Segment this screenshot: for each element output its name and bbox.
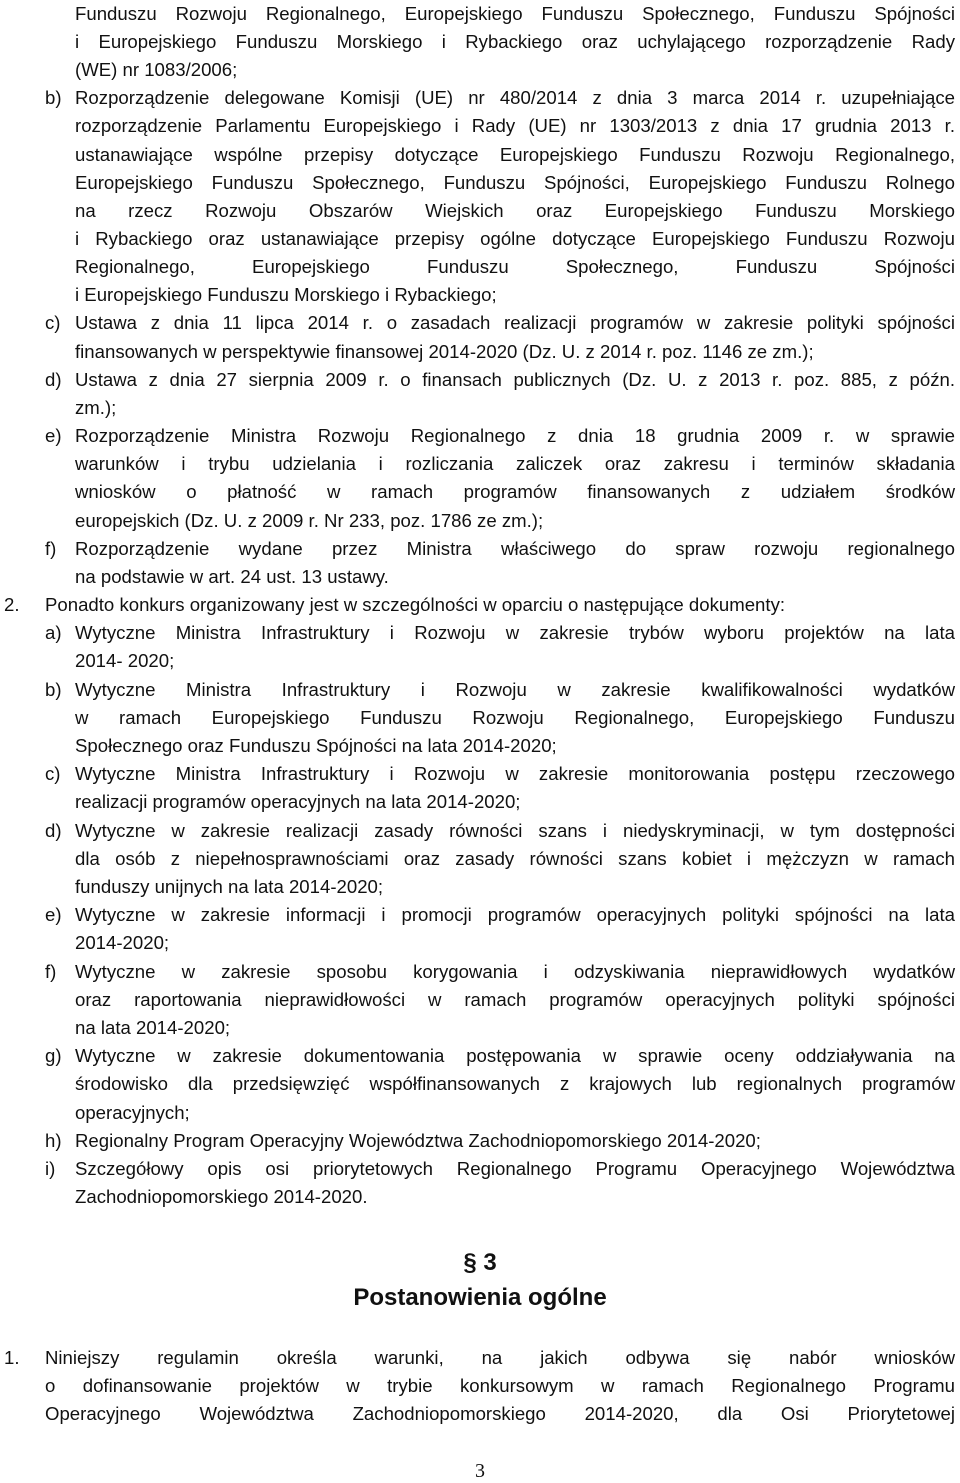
text-line: ustanawiające wspólne przepisy dotyczące Europejskiego Funduszu Rozwoju Regionalnego, bbox=[75, 144, 955, 165]
text-line: zm.); bbox=[75, 397, 117, 418]
text-line: Szczegółowy opis osi priorytetowych Regionalnego Programu Operacyjnego Województwa bbox=[75, 1158, 955, 1179]
text-line: europejskich (Dz. U. z 2009 r. Nr 233, poz. 1786 ze zm.); bbox=[75, 510, 544, 531]
list-label: h) bbox=[45, 1130, 62, 1151]
list-number: 2. bbox=[4, 594, 20, 615]
text-line: i Europejskiego Funduszu Morskiego i Rybackiego; bbox=[75, 284, 497, 305]
text-line: realizacji programów operacyjnych na lata 2014-2020; bbox=[75, 791, 521, 812]
text-line: o dofinansowanie projektów w trybie konkursowym w ramach Regionalnego Programu bbox=[45, 1375, 955, 1396]
text-line: finansowanych w perspektywie finansowej 2014-2020 (Dz. U. z 2014 r. poz. 1146 ze zm.); bbox=[75, 341, 814, 362]
text-line: Wytyczne w zakresie sposobu korygowania i odzyskiwania nieprawidłowych wydatków bbox=[75, 961, 955, 982]
list-label: f) bbox=[45, 538, 57, 559]
list-label: a) bbox=[45, 622, 62, 643]
text-line: Zachodniopomorskiego 2014-2020. bbox=[75, 1186, 368, 1207]
text-line: Niniejszy regulamin określa warunki, na jakich odbywa się nabór wniosków bbox=[45, 1347, 955, 1368]
text-line: dla osób z niepełnosprawnościami oraz zasady równości szans kobiet i mężczyzn w ramach bbox=[75, 848, 955, 869]
list-label: d) bbox=[45, 820, 62, 841]
text-line: warunków i trybu udzielania i rozliczania zaliczek oraz zakresu i terminów składania bbox=[75, 453, 955, 474]
text-line: 2014-2020; bbox=[75, 932, 170, 953]
text-line: Wytyczne Ministra Infrastruktury i Rozwoju w zakresie monitorowania postępu rzeczowego bbox=[75, 763, 955, 784]
text-line: Funduszu Rozwoju Regionalnego, Europejskiego Funduszu Społecznego, Funduszu Spójności bbox=[75, 3, 955, 24]
text-line: na podstawie w art. 24 ust. 13 ustawy. bbox=[75, 566, 389, 587]
section-title: Postanowienia ogólne bbox=[353, 1284, 607, 1311]
text-line: 2014- 2020; bbox=[75, 650, 175, 671]
text-line: Rozporządzenie Ministra Rozwoju Regionalnego z dnia 18 grudnia 2009 r. w sprawie bbox=[75, 425, 955, 446]
text-line: operacyjnych; bbox=[75, 1102, 190, 1123]
list-label: e) bbox=[45, 425, 62, 446]
list-label: b) bbox=[45, 87, 62, 108]
text-line: Wytyczne w zakresie dokumentowania postępowania w sprawie oceny oddziaływania na bbox=[75, 1045, 955, 1066]
text-line: oraz raportowania nieprawidłowości w ramach programów operacyjnych polityki spójności bbox=[75, 989, 955, 1010]
text-line: Ponadto konkurs organizowany jest w szczególności w oparciu o następujące dokumenty: bbox=[45, 594, 786, 615]
text-line: wniosków o płatność w ramach programów finansowanych z udziałem środków bbox=[75, 481, 955, 502]
list-label: i) bbox=[45, 1158, 56, 1179]
text-line: rozporządzenie Parlamentu Europejskiego i Rady (UE) nr 1303/2013 z dnia 17 grudnia 2013 r. bbox=[75, 115, 955, 136]
text-line: Wytyczne Ministra Infrastruktury i Rozwoju w zakresie trybów wyboru projektów na lata bbox=[75, 622, 955, 643]
text-line: w ramach Europejskiego Funduszu Rozwoju Regionalnego, Europejskiego Funduszu bbox=[75, 707, 955, 728]
text-line: (WE) nr 1083/2006; bbox=[75, 59, 238, 80]
list-number: 1. bbox=[4, 1347, 20, 1368]
text-line: środowisko dla przedsięwzięć współfinansowanych z krajowych lub regionalnych programów bbox=[75, 1073, 955, 1094]
text-line: Europejskiego Funduszu Społecznego, Funduszu Spójności, Europejskiego Funduszu Rolnego bbox=[75, 172, 955, 193]
text-line: i Rybackiego oraz ustanawiające przepisy ogólne dotyczące Europejskiego Funduszu Rozwoju bbox=[75, 228, 955, 249]
list-label: f) bbox=[45, 961, 57, 982]
text-line: Operacyjnego Województwa Zachodniopomorskiego 2014-2020, dla Osi Priorytetowej bbox=[45, 1403, 955, 1424]
section-number: § 3 bbox=[463, 1249, 497, 1276]
list-label: g) bbox=[45, 1045, 62, 1066]
list-label: c) bbox=[45, 763, 61, 784]
text-line: Ustawa z dnia 11 lipca 2014 r. o zasadach realizacji programów w zakresie polityki spójności bbox=[75, 312, 955, 333]
text-line: Wytyczne w zakresie realizacji zasady równości szans i niedyskryminacji, w tym dostępności bbox=[75, 820, 955, 841]
list-label: e) bbox=[45, 904, 62, 925]
page-number: 3 bbox=[475, 1460, 485, 1482]
text-line: na lata 2014-2020; bbox=[75, 1017, 231, 1038]
list-label: c) bbox=[45, 312, 61, 333]
text-line: Rozporządzenie delegowane Komisji (UE) nr 480/2014 z dnia 3 marca 2014 r. uzupełniające bbox=[75, 87, 955, 108]
text-line: Wytyczne Ministra Infrastruktury i Rozwoju w zakresie kwalifikowalności wydatków bbox=[75, 679, 955, 700]
text-line: Regionalnego, Europejskiego Funduszu Społecznego, Funduszu Spójności bbox=[75, 256, 955, 277]
text-line: Rozporządzenie wydane przez Ministra właściwego do spraw rozwoju regionalnego bbox=[75, 538, 955, 559]
text-line: i Europejskiego Funduszu Morskiego i Rybackiego oraz uchylającego rozporządzenie Rady bbox=[75, 31, 955, 52]
text-line: Regionalny Program Operacyjny Województwa Zachodniopomorskiego 2014-2020; bbox=[75, 1130, 761, 1151]
list-label: d) bbox=[45, 369, 62, 390]
text-line: funduszy unijnych na lata 2014-2020; bbox=[75, 876, 384, 897]
text-line: Wytyczne w zakresie informacji i promocji programów operacyjnych polityki spójności na lata bbox=[75, 904, 955, 925]
text-line: na rzecz Rozwoju Obszarów Wiejskich oraz Europejskiego Funduszu Morskiego bbox=[75, 200, 955, 221]
list-label: b) bbox=[45, 679, 62, 700]
text-line: Ustawa z dnia 27 sierpnia 2009 r. o finansach publicznych (Dz. U. z 2013 r. poz. 885, z późn. bbox=[75, 369, 955, 390]
text-line: Społecznego oraz Funduszu Spójności na lata 2014-2020; bbox=[75, 735, 557, 756]
